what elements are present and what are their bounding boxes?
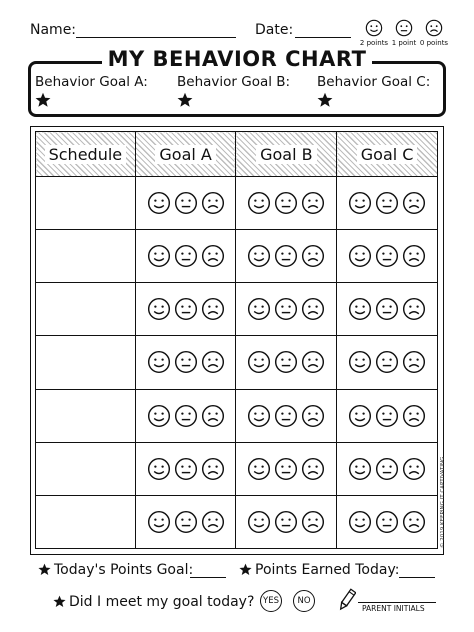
name-field[interactable] bbox=[76, 37, 236, 38]
goal-a-rating-cell bbox=[135, 230, 236, 283]
neutral-face-icon[interactable] bbox=[174, 404, 198, 428]
frown-face-icon[interactable] bbox=[402, 244, 426, 268]
smile-face-icon[interactable] bbox=[147, 191, 171, 215]
face-options bbox=[236, 297, 336, 321]
neutral-face-icon bbox=[395, 19, 413, 37]
goal-a-label: Behavior Goal A: bbox=[35, 74, 148, 90]
face-options bbox=[236, 457, 336, 481]
face-options bbox=[337, 404, 437, 428]
frown-face-icon[interactable] bbox=[201, 457, 225, 481]
neutral-face-icon[interactable] bbox=[274, 404, 298, 428]
face-options bbox=[337, 191, 437, 215]
smile-face-icon[interactable] bbox=[348, 244, 372, 268]
neutral-face-icon[interactable] bbox=[375, 297, 399, 321]
date-label: Date: bbox=[255, 22, 294, 38]
smile-face-icon[interactable] bbox=[247, 244, 271, 268]
frown-face-icon[interactable] bbox=[301, 350, 325, 374]
face-options bbox=[236, 404, 336, 428]
met-goal-label: Did I meet my goal today? bbox=[69, 594, 255, 610]
table-row bbox=[36, 336, 438, 389]
neutral-face-icon[interactable] bbox=[375, 510, 399, 534]
neutral-face-icon[interactable] bbox=[274, 350, 298, 374]
smile-face-icon[interactable] bbox=[247, 191, 271, 215]
neutral-face-icon[interactable] bbox=[174, 191, 198, 215]
goal-a-rating-cell bbox=[135, 177, 236, 230]
smile-face-icon[interactable] bbox=[348, 404, 372, 428]
goal-c-rating-cell bbox=[337, 177, 438, 230]
frown-face-icon[interactable] bbox=[201, 191, 225, 215]
smile-face-icon[interactable] bbox=[147, 457, 171, 481]
smile-face-icon[interactable] bbox=[147, 297, 171, 321]
legend-label-smile: 2 points bbox=[359, 39, 389, 47]
schedule-cell[interactable] bbox=[36, 389, 136, 442]
frown-face-icon[interactable] bbox=[201, 350, 225, 374]
goal-c-label: Behavior Goal C: bbox=[317, 74, 431, 90]
goal-c-rating-cell bbox=[337, 389, 438, 442]
goal-b-label: Behavior Goal B: bbox=[177, 74, 291, 90]
frown-face-icon[interactable] bbox=[402, 404, 426, 428]
goal-b-block[interactable] bbox=[177, 74, 290, 112]
table-row bbox=[36, 495, 438, 548]
goal-a-rating-cell bbox=[135, 442, 236, 495]
face-options bbox=[337, 297, 437, 321]
page-title: MY BEHAVIOR CHART bbox=[102, 47, 373, 71]
neutral-face-icon[interactable] bbox=[174, 297, 198, 321]
neutral-face-icon[interactable] bbox=[174, 350, 198, 374]
schedule-cell[interactable] bbox=[36, 336, 136, 389]
legend-label-frown: 0 points bbox=[419, 39, 449, 47]
goal-c-rating-cell bbox=[337, 442, 438, 495]
pencil-icon bbox=[338, 588, 356, 612]
smile-face-icon[interactable] bbox=[247, 404, 271, 428]
copyright-text: © 2019 KEEPING IT CAPTIVATING bbox=[440, 456, 446, 548]
smile-face-icon[interactable] bbox=[147, 244, 171, 268]
goal-b-rating-cell bbox=[236, 389, 337, 442]
legend-neutral bbox=[389, 19, 419, 47]
neutral-face-icon[interactable] bbox=[375, 350, 399, 374]
frown-face-icon[interactable] bbox=[201, 404, 225, 428]
goal-a-rating-cell bbox=[135, 495, 236, 548]
date-field[interactable] bbox=[295, 37, 351, 38]
table-row bbox=[36, 177, 438, 230]
goal-a-rating-cell bbox=[135, 336, 236, 389]
frown-face-icon bbox=[425, 19, 443, 37]
smile-face-icon[interactable] bbox=[247, 457, 271, 481]
star-icon bbox=[317, 92, 333, 108]
face-options bbox=[136, 191, 236, 215]
face-options bbox=[136, 404, 236, 428]
points-legend bbox=[359, 19, 449, 47]
points-goal-field[interactable] bbox=[190, 577, 226, 578]
star-icon bbox=[38, 563, 51, 576]
goal-a-rating-cell bbox=[135, 389, 236, 442]
frown-face-icon[interactable] bbox=[301, 244, 325, 268]
column-header-goal-a: Goal A bbox=[135, 132, 236, 177]
star-icon bbox=[53, 595, 66, 608]
smile-face-icon[interactable] bbox=[247, 297, 271, 321]
smile-face-icon[interactable] bbox=[247, 510, 271, 534]
table-row bbox=[36, 283, 438, 336]
goal-c-rating-cell bbox=[337, 283, 438, 336]
smile-face-icon[interactable] bbox=[247, 350, 271, 374]
schedule-cell[interactable] bbox=[36, 283, 136, 336]
star-icon bbox=[35, 92, 51, 108]
frown-face-icon[interactable] bbox=[301, 457, 325, 481]
face-options bbox=[236, 244, 336, 268]
goal-c-block[interactable] bbox=[317, 74, 430, 112]
parent-initials-label: PARENT INITIALS bbox=[362, 604, 425, 613]
smile-face-icon[interactable] bbox=[348, 350, 372, 374]
face-options bbox=[136, 350, 236, 374]
goal-b-rating-cell bbox=[236, 230, 337, 283]
smile-face-icon[interactable] bbox=[147, 350, 171, 374]
star-icon bbox=[239, 563, 252, 576]
frown-face-icon[interactable] bbox=[402, 457, 426, 481]
face-options bbox=[236, 510, 336, 534]
smile-face-icon[interactable] bbox=[147, 510, 171, 534]
frown-face-icon[interactable] bbox=[301, 297, 325, 321]
legend-frown bbox=[419, 19, 449, 47]
neutral-face-icon[interactable] bbox=[274, 297, 298, 321]
face-options bbox=[337, 350, 437, 374]
frown-face-icon[interactable] bbox=[201, 510, 225, 534]
goal-b-rating-cell bbox=[236, 177, 337, 230]
neutral-face-icon[interactable] bbox=[174, 510, 198, 534]
schedule-cell[interactable] bbox=[36, 177, 136, 230]
goal-a-block[interactable] bbox=[35, 74, 148, 112]
table-row bbox=[36, 389, 438, 442]
frown-face-icon[interactable] bbox=[402, 510, 426, 534]
frown-face-icon[interactable] bbox=[402, 297, 426, 321]
goal-c-rating-cell bbox=[337, 495, 438, 548]
column-header-goal-c: Goal C bbox=[337, 132, 438, 177]
schedule-cell[interactable] bbox=[36, 230, 136, 283]
face-options bbox=[236, 191, 336, 215]
schedule-cell[interactable] bbox=[36, 442, 136, 495]
neutral-face-icon[interactable] bbox=[174, 244, 198, 268]
goal-b-rating-cell bbox=[236, 283, 337, 336]
table-row bbox=[36, 442, 438, 495]
goal-a-rating-cell bbox=[135, 283, 236, 336]
neutral-face-icon[interactable] bbox=[274, 244, 298, 268]
frown-face-icon[interactable] bbox=[301, 404, 325, 428]
neutral-face-icon[interactable] bbox=[375, 457, 399, 481]
neutral-face-icon[interactable] bbox=[375, 191, 399, 215]
smile-face-icon bbox=[365, 19, 383, 37]
face-options bbox=[337, 457, 437, 481]
face-options bbox=[337, 510, 437, 534]
frown-face-icon[interactable] bbox=[402, 191, 426, 215]
legend-label-neutral: 1 point bbox=[391, 39, 417, 47]
chart-frame bbox=[30, 126, 444, 555]
neutral-face-icon[interactable] bbox=[274, 457, 298, 481]
frown-face-icon[interactable] bbox=[201, 244, 225, 268]
column-header-goal-b: Goal B bbox=[236, 132, 337, 177]
neutral-face-icon[interactable] bbox=[274, 191, 298, 215]
goal-b-rating-cell bbox=[236, 336, 337, 389]
face-options bbox=[236, 350, 336, 374]
goal-b-rating-cell bbox=[236, 495, 337, 548]
frown-face-icon[interactable] bbox=[402, 350, 426, 374]
legend-smile bbox=[359, 19, 389, 47]
smile-face-icon[interactable] bbox=[348, 191, 372, 215]
star-icon bbox=[177, 92, 193, 108]
smile-face-icon[interactable] bbox=[147, 404, 171, 428]
neutral-face-icon[interactable] bbox=[375, 244, 399, 268]
smile-face-icon[interactable] bbox=[348, 457, 372, 481]
name-label: Name: bbox=[30, 22, 77, 38]
neutral-face-icon[interactable] bbox=[375, 404, 399, 428]
goal-b-rating-cell bbox=[236, 442, 337, 495]
frown-face-icon[interactable] bbox=[301, 510, 325, 534]
face-options bbox=[136, 457, 236, 481]
face-options bbox=[136, 297, 236, 321]
no-option[interactable]: NO bbox=[293, 590, 315, 612]
parent-initials-field[interactable] bbox=[358, 602, 436, 603]
table-header-row bbox=[36, 132, 438, 177]
smile-face-icon[interactable] bbox=[348, 297, 372, 321]
neutral-face-icon[interactable] bbox=[174, 457, 198, 481]
face-options bbox=[136, 244, 236, 268]
yes-option[interactable]: YES bbox=[260, 590, 282, 612]
points-goal-label: Today's Points Goal: bbox=[54, 562, 194, 578]
column-header-schedule: Schedule bbox=[36, 132, 136, 177]
goal-c-rating-cell bbox=[337, 230, 438, 283]
frown-face-icon[interactable] bbox=[201, 297, 225, 321]
behavior-table bbox=[35, 131, 438, 549]
schedule-cell[interactable] bbox=[36, 495, 136, 548]
table-row bbox=[36, 230, 438, 283]
frown-face-icon[interactable] bbox=[301, 191, 325, 215]
face-options bbox=[136, 510, 236, 534]
points-earned-label: Points Earned Today: bbox=[255, 562, 400, 578]
face-options bbox=[337, 244, 437, 268]
neutral-face-icon[interactable] bbox=[274, 510, 298, 534]
smile-face-icon[interactable] bbox=[348, 510, 372, 534]
points-earned-field[interactable] bbox=[399, 577, 435, 578]
goal-c-rating-cell bbox=[337, 336, 438, 389]
